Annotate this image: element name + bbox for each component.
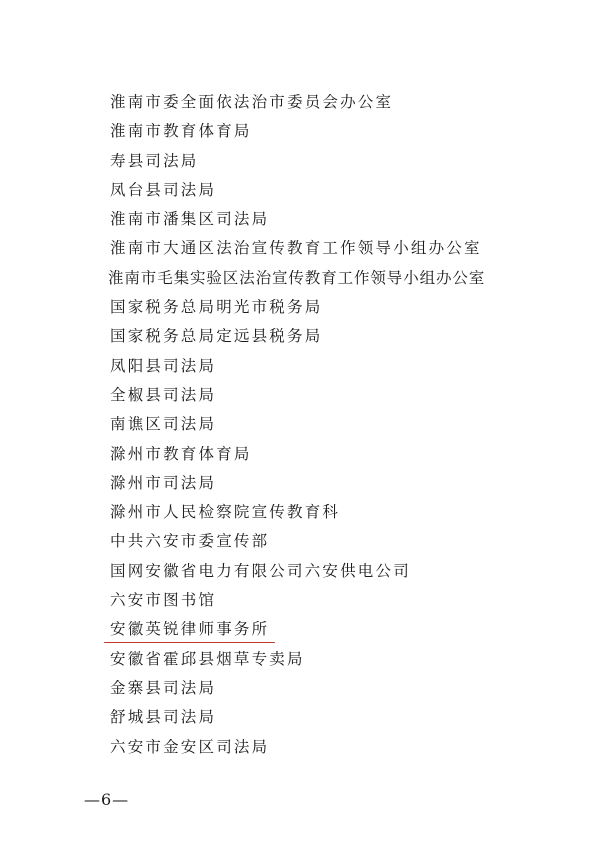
org-item: 凤阳县司法局 — [110, 356, 217, 375]
org-item: 中共六安市委宣传部 — [110, 532, 270, 551]
org-item: 舒城县司法局 — [110, 708, 217, 727]
org-item: 国网安徽省电力有限公司六安供电公司 — [110, 561, 411, 580]
org-item: 六安市金安区司法局 — [110, 737, 270, 756]
org-item: 滁州市人民检察院宣传教育科 — [110, 503, 341, 522]
page-number: —6— — [84, 790, 130, 809]
org-item: 国家税务总局定远县税务局 — [110, 327, 323, 346]
org-item: 滁州市司法局 — [110, 473, 217, 492]
org-item: 寿县司法局 — [110, 151, 199, 170]
org-item: 六安市图书馆 — [110, 591, 217, 610]
org-item: 淮南市委全面依法治市委员会办公室 — [110, 93, 394, 111]
org-item: 凤台县司法局 — [110, 180, 217, 199]
red-underline-mark — [104, 642, 275, 643]
org-item: 淮南市大通区法治宣传教育工作领导小组办公室 — [110, 239, 482, 258]
organization-list — [110, 88, 485, 762]
org-item: 金寨县司法局 — [110, 678, 217, 697]
org-item: 淮南市教育体育局 — [110, 122, 252, 141]
org-item: 全椒县司法局 — [110, 385, 217, 404]
org-item: 南谯区司法局 — [110, 415, 217, 434]
org-item: 滁州市教育体育局 — [110, 444, 252, 463]
org-item: 国家税务总局明光市税务局 — [110, 298, 323, 317]
highlighted-org-text: 安徽英锐律师事务所 — [110, 615, 269, 644]
org-item-highlighted — [110, 615, 485, 644]
org-item: 淮南市毛集实验区法治宣传教育工作领导小组办公室 — [108, 268, 486, 287]
org-item: 安徽省霍邱县烟草专卖局 — [110, 649, 305, 668]
org-item: 淮南市潘集区司法局 — [110, 210, 270, 229]
